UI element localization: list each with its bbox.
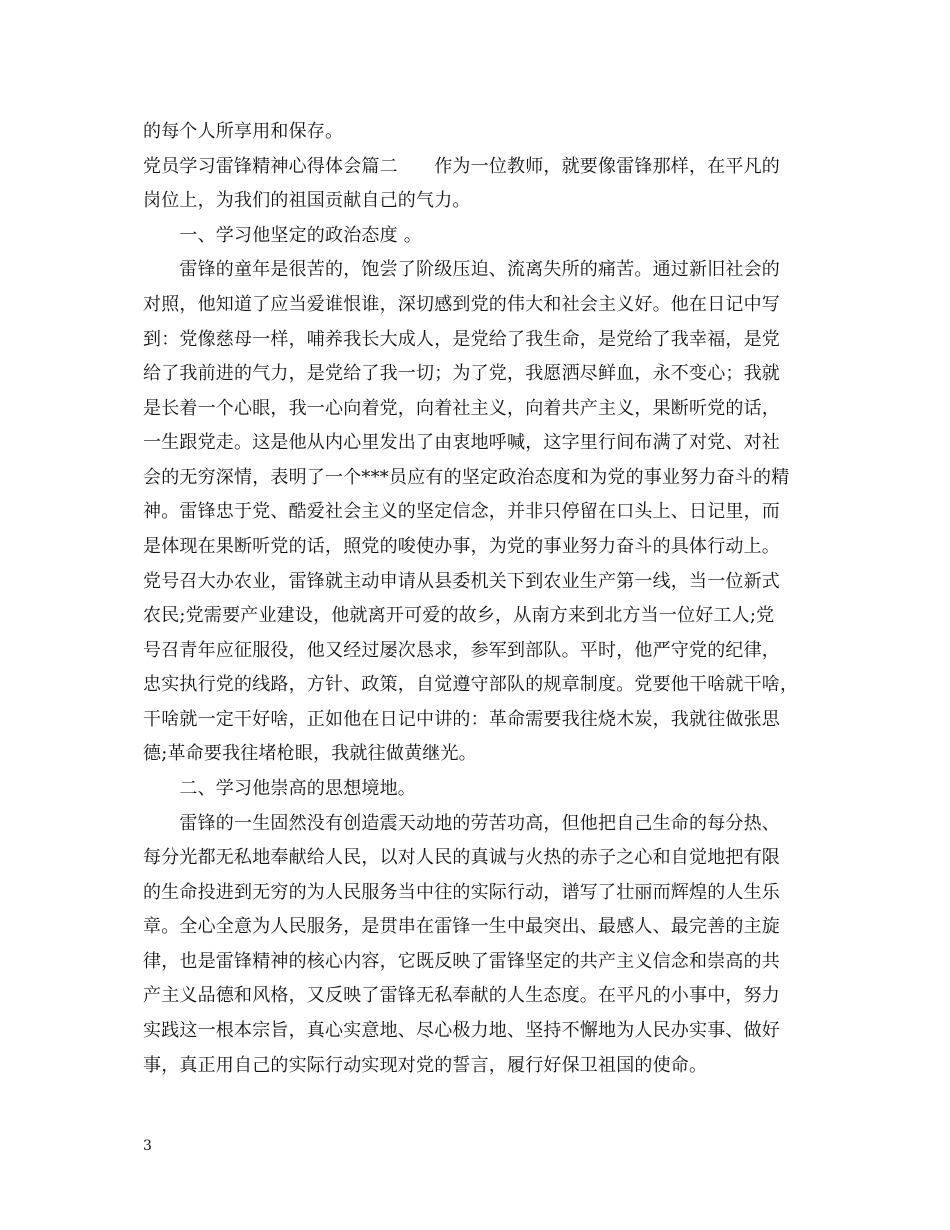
text-line: 对照，他知道了应当爱谁恨谁，深切感到党的伟大和社会主义好。他在日记中写: [143, 294, 780, 315]
text-line: 神。雷锋忠于党、酷爱社会主义的坚定信念，并非只停留在口头上、日记里，而: [143, 501, 780, 522]
text-line: 干啥就一定干好啥，正如他在日记中讲的：革命需要我往烧木炭，我就往做张思: [143, 709, 780, 730]
text-line: 雷锋的童年是很苦的，饱尝了阶级压迫、流离失所的痛苦。通过新旧社会的: [143, 259, 780, 280]
text-line: 产主义品德和风格，又反映了雷锋无私奉献的人生态度。在平凡的小事中，努力: [143, 985, 780, 1006]
text-line: 雷锋的一生固然没有创造震天动地的劳苦功高，但他把自己生命的每分热、: [143, 813, 780, 834]
text-line: 是体现在果断听党的话，照党的唆使办事，为党的事业努力奋斗的具体行动上。: [143, 536, 780, 557]
text-line: 会的无穷深情，表明了一个***员应有的坚定政治态度和为党的事业努力奋斗的精: [143, 467, 790, 488]
text-line: 到：党像慈母一样，哺养我长大成人，是党给了我生命，是党给了我幸福，是党: [143, 329, 780, 350]
text-line: 是长着一个心眼，我一心向着党，向着社主义，向着共产主义，果断听党的话，: [143, 398, 780, 419]
section-heading: 一、学习他坚定的政治态度 。: [143, 225, 422, 246]
text-line: 的每个人所享用和保存。: [143, 121, 344, 142]
text-line: 每分光都无私地奉献给人民，以对人民的真诚与火热的赤子之心和自觉地把有限: [143, 847, 780, 868]
text-line: 党员学习雷锋精神心得体会篇二 作为一位教师，就要像雷锋那样，在平凡的: [143, 156, 780, 177]
text-line: 给了我前进的气力，是党给了我一切；为了党，我愿洒尽鲜血，永不变心；我就: [143, 363, 780, 384]
text-line: 事，真正用自己的实际行动实现对党的誓言，履行好保卫祖国的使命。: [143, 1055, 708, 1076]
text-line: 号召青年应征服役，他又经过屡次恳求，参军到部队。平时，他严守党的纪律，: [143, 640, 780, 661]
section-heading: 二、学习他崇高的思想境地。: [143, 778, 416, 799]
text-line: 忠实执行党的线路，方针、政策，自觉遵守部队的规章制度。党要他干啥就干啥，: [143, 674, 799, 695]
text-line: 党号召大办农业，雷锋就主动申请从县委机关下到农业生产第一线，当一位新式: [143, 571, 780, 592]
text-line: 的生命投进到无穷的为人民服务当中往的实际行动，谱写了壮丽而辉煌的人生乐: [143, 882, 780, 903]
text-line: 实践这一根本宗旨，真心实意地、尽心极力地、坚持不懈地为人民办实事、做好: [143, 1020, 780, 1041]
text-line: 德;革命要我往堵枪眼，我就往做黄继光。: [143, 743, 477, 764]
text-line: 章。全心全意为人民服务，是贯串在雷锋一生中最突出、最感人、最完善的主旋: [143, 916, 780, 937]
page-number: 3: [143, 1138, 152, 1154]
text-line: 一生跟党走。这是他从内心里发出了由衷地呼喊，这字里行间布满了对党、对社: [143, 432, 780, 453]
text-line: 农民;党需要产业建设，他就离开可爱的故乡，从南方来到北方当一位好工人;党: [143, 605, 775, 626]
text-line: 律，也是雷锋精神的核心内容，它既反映了雷锋坚定的共产主义信念和崇高的共: [143, 951, 780, 972]
text-line: 岗位上，为我们的祖国贡献自己的气力。: [143, 190, 471, 211]
